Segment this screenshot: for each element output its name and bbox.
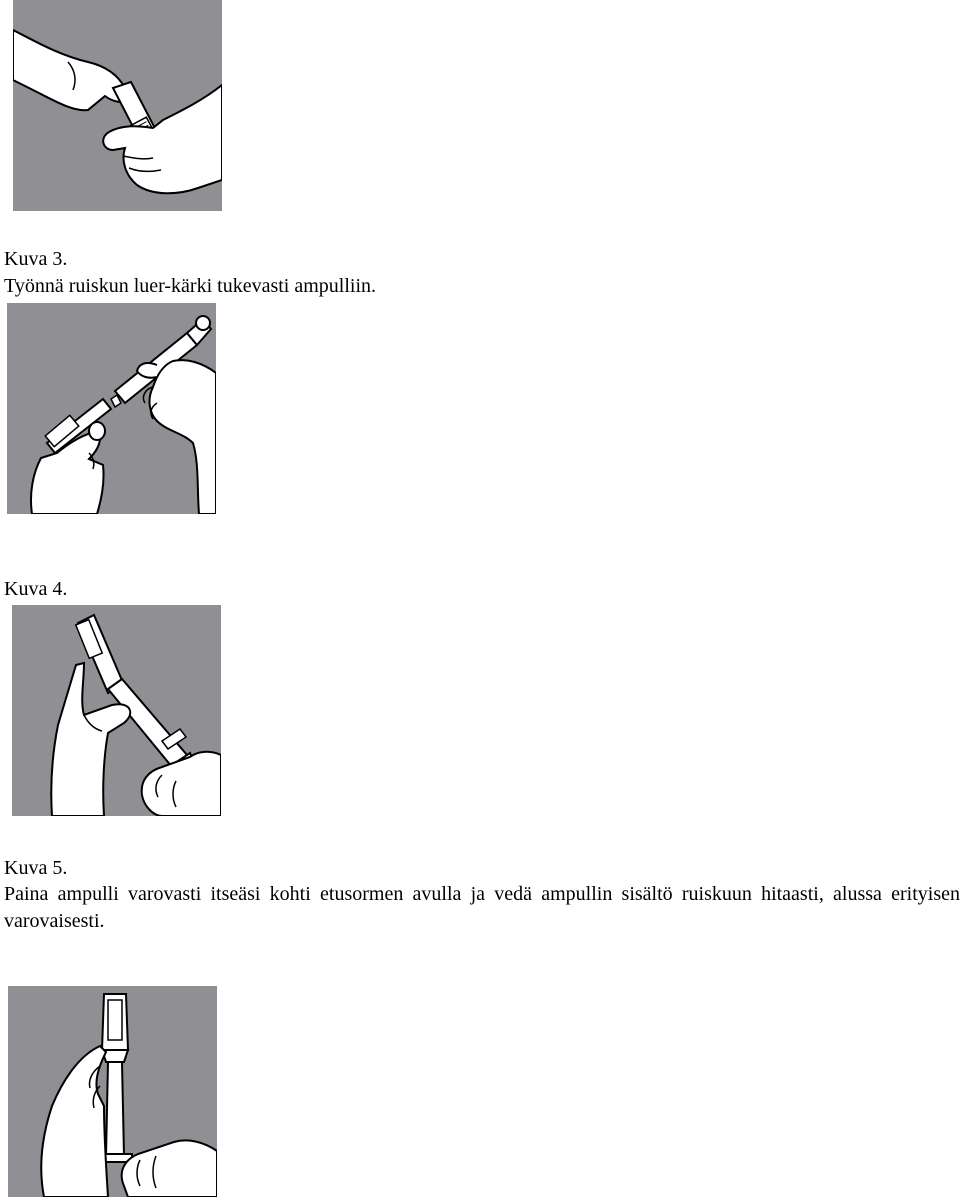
- illustration-vertical-syringe-drawing: [8, 986, 217, 1197]
- illustration-ampoule-in-hands: [13, 0, 222, 211]
- figure-4-label: Kuva 4.: [4, 578, 68, 600]
- figure-5-caption: Paina ampulli varovasti itseäsi kohti etusormen avulla ja vedä ampullin sisältö ruiskuun hitaasti, alussa erityisen varovaisesti.: [4, 883, 960, 932]
- figure-3-caption: Työnnä ruiskun luer-kärki tukevasti ampulliin.: [4, 275, 377, 297]
- figure-5-label: Kuva 5.: [4, 857, 68, 879]
- illustration-ampoule-in-hands-drawing: [13, 0, 222, 211]
- illustration-attach-syringe: [7, 303, 216, 514]
- illustration-draw-contents: [12, 605, 221, 816]
- figure-3-label: Kuva 3.: [4, 248, 68, 270]
- illustration-draw-contents-drawing: [12, 605, 221, 816]
- illustration-vertical-syringe: [8, 986, 217, 1197]
- illustration-attach-syringe-drawing: [7, 303, 216, 514]
